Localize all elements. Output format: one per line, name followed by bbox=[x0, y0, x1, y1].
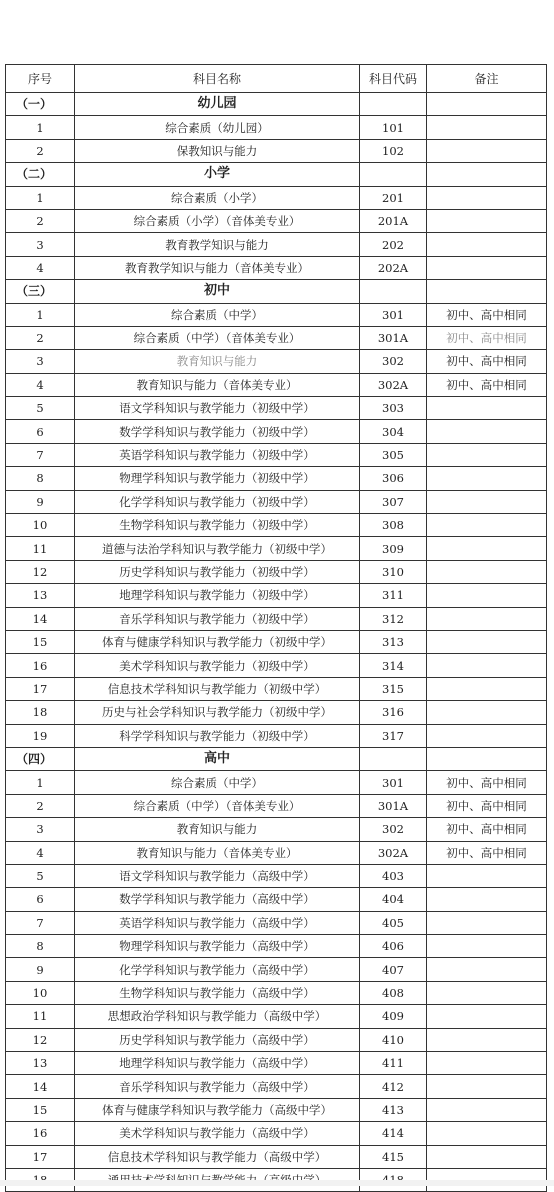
row-index: 17 bbox=[6, 1145, 75, 1168]
table-row bbox=[6, 326, 547, 349]
table-row bbox=[6, 630, 547, 653]
section-name: 小学 bbox=[75, 163, 360, 186]
row-subject-name: 科学学科知识与教学能力（初级中学） bbox=[75, 724, 360, 747]
table-row bbox=[6, 1098, 547, 1121]
table-row bbox=[6, 911, 547, 934]
row-index: 4 bbox=[6, 373, 75, 396]
row-index: 8 bbox=[6, 467, 75, 490]
row-subject-name: 化学学科知识与教学能力（初级中学） bbox=[75, 490, 360, 513]
row-subject-code: 412 bbox=[360, 1075, 427, 1098]
table-row bbox=[6, 186, 547, 209]
row-index: 19 bbox=[6, 724, 75, 747]
row-subject-name: 思想政治学科知识与教学能力（高级中学） bbox=[75, 1005, 360, 1028]
row-subject-name: 数学学科知识与教学能力（高级中学） bbox=[75, 888, 360, 911]
row-subject-code: 302 bbox=[360, 818, 427, 841]
section-label: （二） bbox=[6, 163, 75, 186]
section-code-cell bbox=[360, 747, 427, 770]
row-index: 3 bbox=[6, 818, 75, 841]
row-subject-name: 综合素质（中学） bbox=[75, 771, 360, 794]
row-subject-name: 历史与社会学科知识与教学能力（初级中学） bbox=[75, 701, 360, 724]
row-subject-name: 英语学科知识与教学能力（高级中学） bbox=[75, 911, 360, 934]
row-subject-code: 301A bbox=[360, 794, 427, 817]
row-index: 10 bbox=[6, 514, 75, 537]
row-index: 4 bbox=[6, 841, 75, 864]
row-note bbox=[427, 420, 547, 443]
row-subject-code: 202A bbox=[360, 256, 427, 279]
row-note bbox=[427, 1145, 547, 1168]
row-subject-code: 315 bbox=[360, 677, 427, 700]
table-row bbox=[6, 1052, 547, 1075]
row-subject-name: 信息技术学科知识与教学能力（高级中学） bbox=[75, 1145, 360, 1168]
row-subject-code: 406 bbox=[360, 935, 427, 958]
header-subject-name: 科目名称 bbox=[75, 65, 360, 93]
row-note bbox=[427, 911, 547, 934]
row-index: 15 bbox=[6, 1098, 75, 1121]
table-row bbox=[6, 794, 547, 817]
row-note bbox=[427, 490, 547, 513]
header-subject-code: 科目代码 bbox=[360, 65, 427, 93]
table-row bbox=[6, 607, 547, 630]
table-row bbox=[6, 981, 547, 1004]
header-row bbox=[6, 65, 547, 93]
table-row bbox=[6, 1028, 547, 1051]
table-row bbox=[6, 303, 547, 326]
section-note-cell bbox=[427, 747, 547, 770]
row-subject-code: 313 bbox=[360, 630, 427, 653]
row-subject-code: 301 bbox=[360, 771, 427, 794]
row-index: 18 bbox=[6, 701, 75, 724]
row-subject-code: 201 bbox=[360, 186, 427, 209]
row-subject-name: 体育与健康学科知识与教学能力（初级中学） bbox=[75, 630, 360, 653]
row-index: 7 bbox=[6, 443, 75, 466]
row-subject-code: 415 bbox=[360, 1145, 427, 1168]
row-subject-name: 化学学科知识与教学能力（高级中学） bbox=[75, 958, 360, 981]
row-subject-name: 音乐学科知识与教学能力（高级中学） bbox=[75, 1075, 360, 1098]
row-subject-name: 综合素质（中学）（音体美专业） bbox=[75, 794, 360, 817]
row-subject-name: 教育知识与能力 bbox=[75, 818, 360, 841]
row-subject-name: 历史学科知识与教学能力（高级中学） bbox=[75, 1028, 360, 1051]
table-row bbox=[6, 654, 547, 677]
row-note: 初中、高中相同 bbox=[427, 303, 547, 326]
row-index: 14 bbox=[6, 607, 75, 630]
row-subject-code: 301 bbox=[360, 303, 427, 326]
table-row bbox=[6, 1122, 547, 1145]
row-index: 2 bbox=[6, 139, 75, 162]
row-index: 11 bbox=[6, 537, 75, 560]
row-note bbox=[427, 654, 547, 677]
table-row bbox=[6, 958, 547, 981]
row-subject-name: 英语学科知识与教学能力（初级中学） bbox=[75, 443, 360, 466]
row-note: 初中、高中相同 bbox=[427, 818, 547, 841]
table-row bbox=[6, 864, 547, 887]
table-body bbox=[6, 93, 547, 1192]
row-subject-code: 317 bbox=[360, 724, 427, 747]
row-subject-code: 302A bbox=[360, 373, 427, 396]
row-index: 9 bbox=[6, 490, 75, 513]
row-note bbox=[427, 677, 547, 700]
row-subject-code: 413 bbox=[360, 1098, 427, 1121]
header-index: 序号 bbox=[6, 65, 75, 93]
row-subject-name: 综合素质（小学）（音体美专业） bbox=[75, 209, 360, 232]
table-row bbox=[6, 888, 547, 911]
table-row bbox=[6, 677, 547, 700]
row-index: 14 bbox=[6, 1075, 75, 1098]
table-row bbox=[6, 490, 547, 513]
table-row bbox=[6, 1005, 547, 1028]
section-label: （一） bbox=[6, 93, 75, 116]
section-label: （四） bbox=[6, 747, 75, 770]
section-name: 初中 bbox=[75, 280, 360, 303]
row-subject-name: 物理学科知识与教学能力（初级中学） bbox=[75, 467, 360, 490]
row-subject-code: 303 bbox=[360, 397, 427, 420]
row-index: 12 bbox=[6, 1028, 75, 1051]
table-row bbox=[6, 560, 547, 583]
row-subject-code: 305 bbox=[360, 443, 427, 466]
row-index: 8 bbox=[6, 935, 75, 958]
row-index: 3 bbox=[6, 233, 75, 256]
row-index: 10 bbox=[6, 981, 75, 1004]
table-row bbox=[6, 724, 547, 747]
table-row bbox=[6, 209, 547, 232]
row-index: 4 bbox=[6, 256, 75, 279]
table-row bbox=[6, 514, 547, 537]
row-subject-code: 101 bbox=[360, 116, 427, 139]
section-code-cell bbox=[360, 93, 427, 116]
row-note bbox=[427, 981, 547, 1004]
row-index: 16 bbox=[6, 654, 75, 677]
row-index: 1 bbox=[6, 771, 75, 794]
row-subject-name: 美术学科知识与教学能力（高级中学） bbox=[75, 1122, 360, 1145]
section-note-cell bbox=[427, 280, 547, 303]
row-subject-code: 201A bbox=[360, 209, 427, 232]
row-subject-code: 403 bbox=[360, 864, 427, 887]
row-subject-code: 202 bbox=[360, 233, 427, 256]
section-code-cell bbox=[360, 163, 427, 186]
row-index: 2 bbox=[6, 209, 75, 232]
subject-table bbox=[5, 64, 547, 1192]
row-subject-name: 信息技术学科知识与教学能力（初级中学） bbox=[75, 677, 360, 700]
row-subject-name: 语文学科知识与教学能力（高级中学） bbox=[75, 864, 360, 887]
row-index: 1 bbox=[6, 186, 75, 209]
row-subject-name: 教育知识与能力 bbox=[75, 350, 360, 373]
row-index: 16 bbox=[6, 1122, 75, 1145]
table-row bbox=[6, 420, 547, 443]
table-row bbox=[6, 584, 547, 607]
row-note bbox=[427, 1098, 547, 1121]
row-subject-code: 404 bbox=[360, 888, 427, 911]
row-subject-code: 411 bbox=[360, 1052, 427, 1075]
row-note: 初中、高中相同 bbox=[427, 771, 547, 794]
row-index: 2 bbox=[6, 326, 75, 349]
row-index: 1 bbox=[6, 116, 75, 139]
table-row bbox=[6, 233, 547, 256]
row-subject-name: 教育教学知识与能力 bbox=[75, 233, 360, 256]
row-subject-name: 物理学科知识与教学能力（高级中学） bbox=[75, 935, 360, 958]
row-note bbox=[427, 467, 547, 490]
row-index: 6 bbox=[6, 420, 75, 443]
row-note bbox=[427, 701, 547, 724]
row-note bbox=[427, 139, 547, 162]
row-subject-code: 407 bbox=[360, 958, 427, 981]
row-subject-name: 保教知识与能力 bbox=[75, 139, 360, 162]
row-subject-code: 302A bbox=[360, 841, 427, 864]
row-subject-name: 体育与健康学科知识与教学能力（高级中学） bbox=[75, 1098, 360, 1121]
table-row bbox=[6, 467, 547, 490]
row-note bbox=[427, 209, 547, 232]
row-subject-code: 304 bbox=[360, 420, 427, 443]
row-subject-code: 414 bbox=[360, 1122, 427, 1145]
row-note bbox=[427, 630, 547, 653]
row-note bbox=[427, 560, 547, 583]
table-row bbox=[6, 818, 547, 841]
row-subject-code: 316 bbox=[360, 701, 427, 724]
row-note bbox=[427, 958, 547, 981]
row-subject-name: 美术学科知识与教学能力（初级中学） bbox=[75, 654, 360, 677]
section-row bbox=[6, 747, 547, 770]
row-subject-code: 302 bbox=[360, 350, 427, 373]
section-row bbox=[6, 280, 547, 303]
row-note bbox=[427, 1005, 547, 1028]
row-subject-code: 301A bbox=[360, 326, 427, 349]
row-index: 13 bbox=[6, 584, 75, 607]
section-row bbox=[6, 163, 547, 186]
row-index: 13 bbox=[6, 1052, 75, 1075]
row-note bbox=[427, 888, 547, 911]
row-note bbox=[427, 186, 547, 209]
row-note bbox=[427, 397, 547, 420]
table-row bbox=[6, 116, 547, 139]
row-index: 5 bbox=[6, 397, 75, 420]
row-subject-code: 308 bbox=[360, 514, 427, 537]
page-bottom-band bbox=[0, 1180, 554, 1186]
row-note: 初中、高中相同 bbox=[427, 326, 547, 349]
row-subject-name: 教育知识与能力（音体美专业） bbox=[75, 841, 360, 864]
table-row bbox=[6, 139, 547, 162]
row-subject-code: 102 bbox=[360, 139, 427, 162]
row-subject-name: 音乐学科知识与教学能力（初级中学） bbox=[75, 607, 360, 630]
row-note bbox=[427, 537, 547, 560]
row-subject-code: 309 bbox=[360, 537, 427, 560]
row-note bbox=[427, 607, 547, 630]
table-row bbox=[6, 397, 547, 420]
row-note bbox=[427, 116, 547, 139]
row-subject-name: 综合素质（幼儿园） bbox=[75, 116, 360, 139]
row-note bbox=[427, 256, 547, 279]
row-index: 9 bbox=[6, 958, 75, 981]
row-index: 2 bbox=[6, 794, 75, 817]
row-subject-code: 310 bbox=[360, 560, 427, 583]
row-subject-name: 教育知识与能力（音体美专业） bbox=[75, 373, 360, 396]
row-subject-name: 综合素质（小学） bbox=[75, 186, 360, 209]
section-name: 高中 bbox=[75, 747, 360, 770]
row-subject-name: 综合素质（中学） bbox=[75, 303, 360, 326]
row-index: 6 bbox=[6, 888, 75, 911]
row-index: 3 bbox=[6, 350, 75, 373]
table-row bbox=[6, 841, 547, 864]
table-row bbox=[6, 350, 547, 373]
section-name: 幼儿园 bbox=[75, 93, 360, 116]
row-subject-name: 历史学科知识与教学能力（初级中学） bbox=[75, 560, 360, 583]
table-row bbox=[6, 701, 547, 724]
header-note: 备注 bbox=[427, 65, 547, 93]
section-row bbox=[6, 93, 547, 116]
row-note bbox=[427, 1028, 547, 1051]
row-note bbox=[427, 584, 547, 607]
table-row bbox=[6, 443, 547, 466]
row-index: 1 bbox=[6, 303, 75, 326]
section-note-cell bbox=[427, 163, 547, 186]
section-label: （三） bbox=[6, 280, 75, 303]
row-note bbox=[427, 233, 547, 256]
row-note bbox=[427, 935, 547, 958]
table-row bbox=[6, 935, 547, 958]
row-subject-code: 312 bbox=[360, 607, 427, 630]
row-note bbox=[427, 724, 547, 747]
row-subject-name: 生物学科知识与教学能力（高级中学） bbox=[75, 981, 360, 1004]
row-subject-code: 410 bbox=[360, 1028, 427, 1051]
row-subject-code: 409 bbox=[360, 1005, 427, 1028]
row-subject-name: 综合素质（中学）（音体美专业） bbox=[75, 326, 360, 349]
section-note-cell bbox=[427, 93, 547, 116]
row-subject-code: 311 bbox=[360, 584, 427, 607]
row-subject-code: 405 bbox=[360, 911, 427, 934]
row-subject-name: 生物学科知识与教学能力（初级中学） bbox=[75, 514, 360, 537]
row-subject-code: 307 bbox=[360, 490, 427, 513]
row-index: 5 bbox=[6, 864, 75, 887]
section-code-cell bbox=[360, 280, 427, 303]
row-index: 15 bbox=[6, 630, 75, 653]
row-index: 11 bbox=[6, 1005, 75, 1028]
table-row bbox=[6, 256, 547, 279]
row-note bbox=[427, 443, 547, 466]
table-row bbox=[6, 373, 547, 396]
row-note: 初中、高中相同 bbox=[427, 794, 547, 817]
row-index: 7 bbox=[6, 911, 75, 934]
row-subject-name: 语文学科知识与教学能力（初级中学） bbox=[75, 397, 360, 420]
row-index: 17 bbox=[6, 677, 75, 700]
row-note bbox=[427, 1052, 547, 1075]
row-note bbox=[427, 864, 547, 887]
row-subject-code: 408 bbox=[360, 981, 427, 1004]
row-subject-code: 306 bbox=[360, 467, 427, 490]
row-subject-name: 数学学科知识与教学能力（初级中学） bbox=[75, 420, 360, 443]
row-note: 初中、高中相同 bbox=[427, 841, 547, 864]
table-row bbox=[6, 1075, 547, 1098]
row-note: 初中、高中相同 bbox=[427, 373, 547, 396]
row-index: 12 bbox=[6, 560, 75, 583]
row-note bbox=[427, 1122, 547, 1145]
row-subject-name: 地理学科知识与教学能力（高级中学） bbox=[75, 1052, 360, 1075]
row-subject-name: 教育教学知识与能力（音体美专业） bbox=[75, 256, 360, 279]
table-row bbox=[6, 1145, 547, 1168]
table-row bbox=[6, 537, 547, 560]
row-note bbox=[427, 514, 547, 537]
row-subject-code: 314 bbox=[360, 654, 427, 677]
row-note: 初中、高中相同 bbox=[427, 350, 547, 373]
table-row bbox=[6, 771, 547, 794]
row-subject-name: 地理学科知识与教学能力（初级中学） bbox=[75, 584, 360, 607]
row-note bbox=[427, 1075, 547, 1098]
row-subject-name: 道德与法治学科知识与教学能力（初级中学） bbox=[75, 537, 360, 560]
